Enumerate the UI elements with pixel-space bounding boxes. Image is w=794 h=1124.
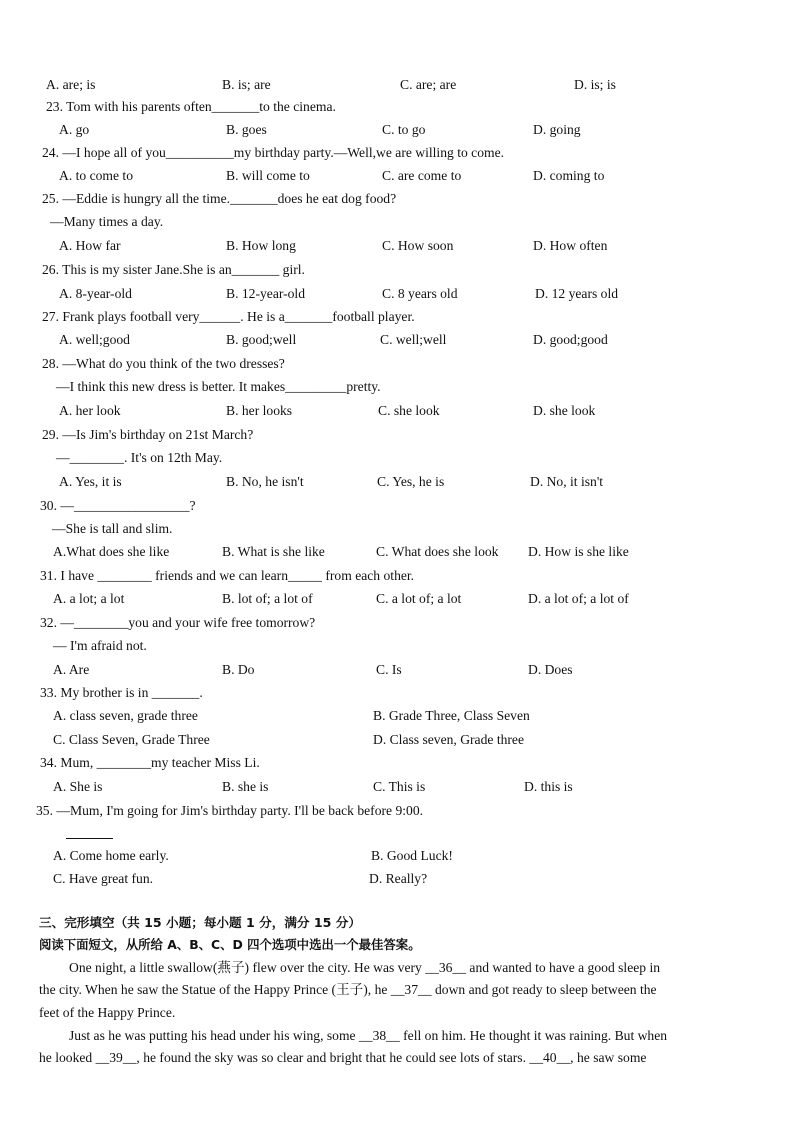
option-a: A. 8-year-old <box>59 286 132 301</box>
option-b: B. is; are <box>222 77 271 92</box>
option-b: B. 12-year-old <box>226 286 306 301</box>
options-row-23 <box>0 118 794 141</box>
question-34 <box>0 751 794 774</box>
option-a: A. her look <box>59 403 121 418</box>
option-d: D. How is she like <box>528 544 629 559</box>
section-instruction <box>0 933 794 956</box>
dialogue-line: —Many times a day. <box>50 214 164 229</box>
question-28-response <box>0 375 794 398</box>
option-c: C. well;well <box>380 332 447 347</box>
question-30 <box>0 494 794 517</box>
option-d: D. is; is <box>574 77 616 92</box>
question-stem: 31. I have ________ friends and we can learn_____ from each other. <box>40 568 415 583</box>
option-b: B. Grade Three, Class Seven <box>373 708 530 723</box>
dialogue-line: —She is tall and slim. <box>52 521 173 536</box>
option-d: D. No, it isn't <box>530 474 604 489</box>
options-row-22 <box>0 73 794 96</box>
option-c: C. to go <box>382 122 426 137</box>
question-24 <box>0 141 794 164</box>
option-b: B. Good Luck! <box>371 848 453 863</box>
question-stem: 30. —_________________? <box>40 498 196 513</box>
option-d: D. a lot of; a lot of <box>528 591 629 606</box>
option-c: C. are come to <box>382 168 462 183</box>
option-c: C. a lot of; a lot <box>376 591 462 606</box>
question-25 <box>0 187 794 210</box>
options-row-29 <box>0 470 794 493</box>
option-c: C. 8 years old <box>382 286 458 301</box>
question-stem: 29. —Is Jim's birthday on 21st March? <box>42 427 254 442</box>
question-29-response <box>0 446 794 469</box>
option-d: D. Class seven, Grade three <box>373 732 524 747</box>
option-a: A.What does she like <box>53 544 170 559</box>
option-c: C. she look <box>378 403 440 418</box>
question-28 <box>0 352 794 375</box>
option-c: C. This is <box>373 779 426 794</box>
question-25-response <box>0 210 794 233</box>
options-row-24 <box>0 164 794 187</box>
option-b: B. Do <box>222 662 255 677</box>
passage-line: feet of the Happy Prince. <box>39 1005 176 1020</box>
option-c: C. Class Seven, Grade Three <box>53 732 210 747</box>
passage-line: One night, a little swallow(燕子) flew over the city. He was very __36__ and wanted to have a good sleep in <box>69 960 661 975</box>
dialogue-line: —________. It's on 12th May. <box>56 450 223 465</box>
option-b: B. will come to <box>226 168 310 183</box>
option-b: B. her looks <box>226 403 293 418</box>
option-b: B. No, he isn't <box>226 474 304 489</box>
option-d: D. this is <box>524 779 573 794</box>
option-b: B. What is she like <box>222 544 325 559</box>
option-d: D. coming to <box>533 168 605 183</box>
option-a: A. Come home early. <box>53 848 169 863</box>
option-c: C. Yes, he is <box>377 474 445 489</box>
question-stem: 28. —What do you think of the two dresses? <box>42 356 285 371</box>
option-d: D. good;good <box>533 332 608 347</box>
question-stem: 33. My brother is in _______. <box>40 685 203 700</box>
question-32-response <box>0 634 794 657</box>
question-29 <box>0 423 794 446</box>
options-row-35b <box>0 867 794 890</box>
question-stem: 23. Tom with his parents often_______to the cinema. <box>46 99 336 114</box>
passage-line: Just as he was putting his head under his wing, some __38__ fell on him. He thought it was raining. But when <box>69 1028 668 1043</box>
option-a: A. are; is <box>46 77 96 92</box>
option-c: C. Have great fun. <box>53 871 154 886</box>
option-a: A. Yes, it is <box>59 474 122 489</box>
instruction-text: 阅读下面短文，从所给 A、B、C、D 四个选项中选出一个最佳答案。 <box>39 937 421 952</box>
option-c: C. How soon <box>382 238 454 253</box>
options-row-26 <box>0 282 794 305</box>
passage-line: he looked __39__, he found the sky was so clear and bright that he could see lots of stars. __40__, he saw some <box>39 1050 647 1065</box>
question-stem: 35. —Mum, I'm going for Jim's birthday party. I'll be back before 9:00. <box>36 803 424 818</box>
option-b: B. How long <box>226 238 296 253</box>
option-a: A. She is <box>53 779 103 794</box>
question-stem: 26. This is my sister Jane.She is an_______ girl. <box>42 262 305 277</box>
question-stem: 24. —I hope all of you__________my birthday party.—Well,we are willing to come. <box>42 145 505 160</box>
option-d: D. Really? <box>369 871 428 886</box>
question-23 <box>0 95 794 118</box>
question-27 <box>0 305 794 328</box>
option-a: A. a lot; a lot <box>53 591 125 606</box>
options-row-33a <box>0 704 794 727</box>
passage-line: the city. When he saw the Statue of the Happy Prince (王子), he __37__ down and got ready to sleep between the <box>39 982 657 997</box>
question-26 <box>0 258 794 281</box>
options-row-35a <box>0 844 794 867</box>
question-stem: 27. Frank plays football very______. He is a_______football player. <box>42 309 415 324</box>
option-b: B. goes <box>226 122 267 137</box>
question-31 <box>0 564 794 587</box>
answer-blank <box>66 838 113 839</box>
question-stem: 34. Mum, ________my teacher Miss Li. <box>40 755 260 770</box>
option-d: D. she look <box>533 403 596 418</box>
question-32 <box>0 611 794 634</box>
options-row-31 <box>0 587 794 610</box>
option-a: A. Are <box>53 662 90 677</box>
section-title: 三、完形填空（共 15 小题；每小题 1 分，满分 15 分） <box>39 915 361 930</box>
option-c: C. are; are <box>400 77 457 92</box>
dialogue-line: —I think this new dress is better. It makes_________pretty. <box>56 379 381 394</box>
option-c: C. Is <box>376 662 402 677</box>
option-d: D. How often <box>533 238 608 253</box>
option-c: C. What does she look <box>376 544 499 559</box>
options-row-25 <box>0 234 794 257</box>
options-row-28 <box>0 399 794 422</box>
option-d: D. Does <box>528 662 573 677</box>
question-stem: 25. —Eddie is hungry all the time._______does he eat dog food? <box>42 191 397 206</box>
option-a: A. How far <box>59 238 121 253</box>
options-row-32 <box>0 658 794 681</box>
option-b: B. lot of; a lot of <box>222 591 313 606</box>
option-d: D. going <box>533 122 581 137</box>
option-b: B. good;well <box>226 332 297 347</box>
section-heading <box>0 911 794 934</box>
question-stem: 32. —________you and your wife free tomorrow? <box>40 615 316 630</box>
options-row-34 <box>0 775 794 798</box>
options-row-33b <box>0 728 794 751</box>
question-35 <box>0 799 794 822</box>
question-33 <box>0 681 794 704</box>
question-30-response <box>0 517 794 540</box>
option-a: A. go <box>59 122 90 137</box>
option-a: A. well;good <box>59 332 130 347</box>
option-d: D. 12 years old <box>535 286 619 301</box>
option-a: A. class seven, grade three <box>53 708 198 723</box>
option-a: A. to come to <box>59 168 133 183</box>
dialogue-line: — I'm afraid not. <box>53 638 147 653</box>
option-b: B. she is <box>222 779 269 794</box>
options-row-30 <box>0 540 794 563</box>
options-row-27 <box>0 328 794 351</box>
